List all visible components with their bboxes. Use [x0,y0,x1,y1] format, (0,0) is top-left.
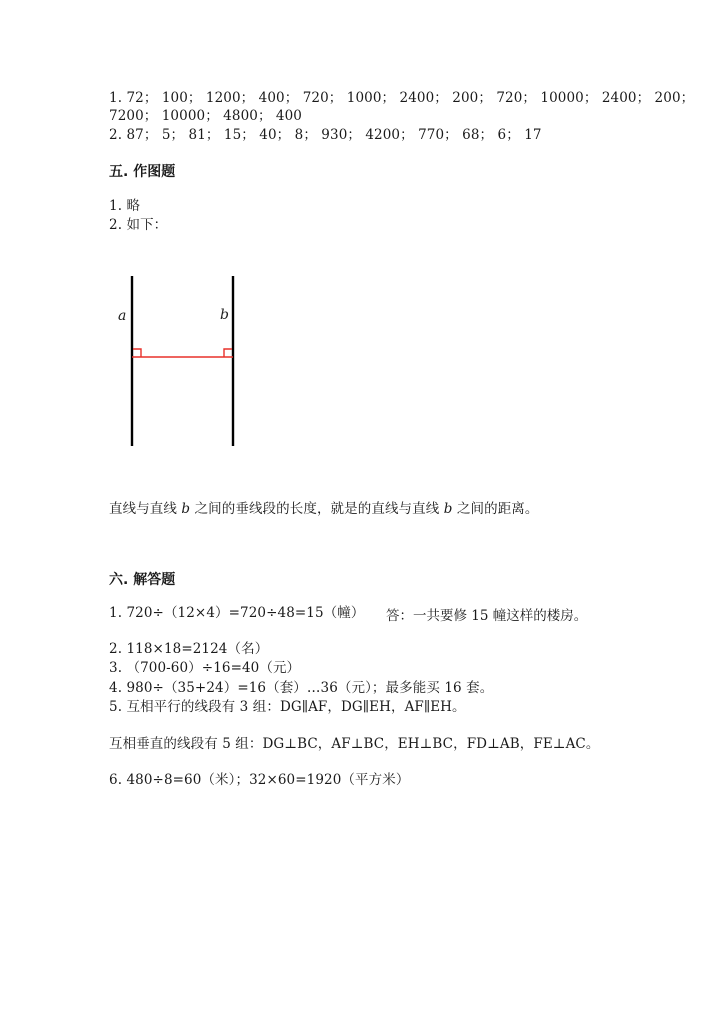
right-angle-mark-left [133,349,141,357]
section-6-title: 六. 解答题 [109,572,176,588]
answer-5-1: 1. 略 [109,198,141,214]
caption-var-b1: b [181,501,191,517]
answer-4-1-line2: 7200； 10000； 4800； 400 [109,108,302,124]
answer-5-2: 2. 如下： [109,217,168,233]
section-5-title: 五. 作图题 [109,164,176,180]
label-b: b [220,307,229,323]
answer-6-6: 6. 480÷8=60（米）；32×60=1920（平方米） [109,772,410,788]
caption-part2: 之间的垂线段的长度，就是的直线与直线 [190,501,444,517]
caption-part1: 直线与直线 [109,501,182,517]
answer-4-1-line1: 1. 72； 100； 1200； 400； 720； 1000； 2400； 200； 720； 10000； 2400； 200； [109,90,695,106]
answer-4-2: 2. 87； 5； 81； 15； 40； 8； 930； 4200； 770； 68； 6； 17 [109,127,542,143]
label-a: a [118,308,127,324]
answer-6-1: 1. 720÷（12×4）=720÷48=15（幢） [109,605,365,621]
answer-6-3: 3. （700-60）÷16=40（元） [109,660,301,676]
answer-6-4: 4. 980÷（35+24）=16（套）…36（元）；最多能买 16 套。 [109,680,494,696]
caption-part3: 之间的距离。 [452,501,539,517]
answer-6-5b: 互相垂直的线段有 5 组：DG⊥BC，AF⊥BC，EH⊥BC，FD⊥AB，FE⊥AC。 [109,736,600,752]
answer-6-2: 2. 118×18=2124（名） [109,641,269,657]
answer-6-5: 5. 互相平行的线段有 3 组：DG∥AF，DG∥EH，AF∥EH。 [109,699,466,715]
caption-var-b2: b [443,501,453,517]
answer-6-1-reply: 答：一共要修 15 幢这样的楼房。 [386,608,588,624]
distance-caption [109,500,539,518]
right-angle-mark-right [224,349,232,357]
